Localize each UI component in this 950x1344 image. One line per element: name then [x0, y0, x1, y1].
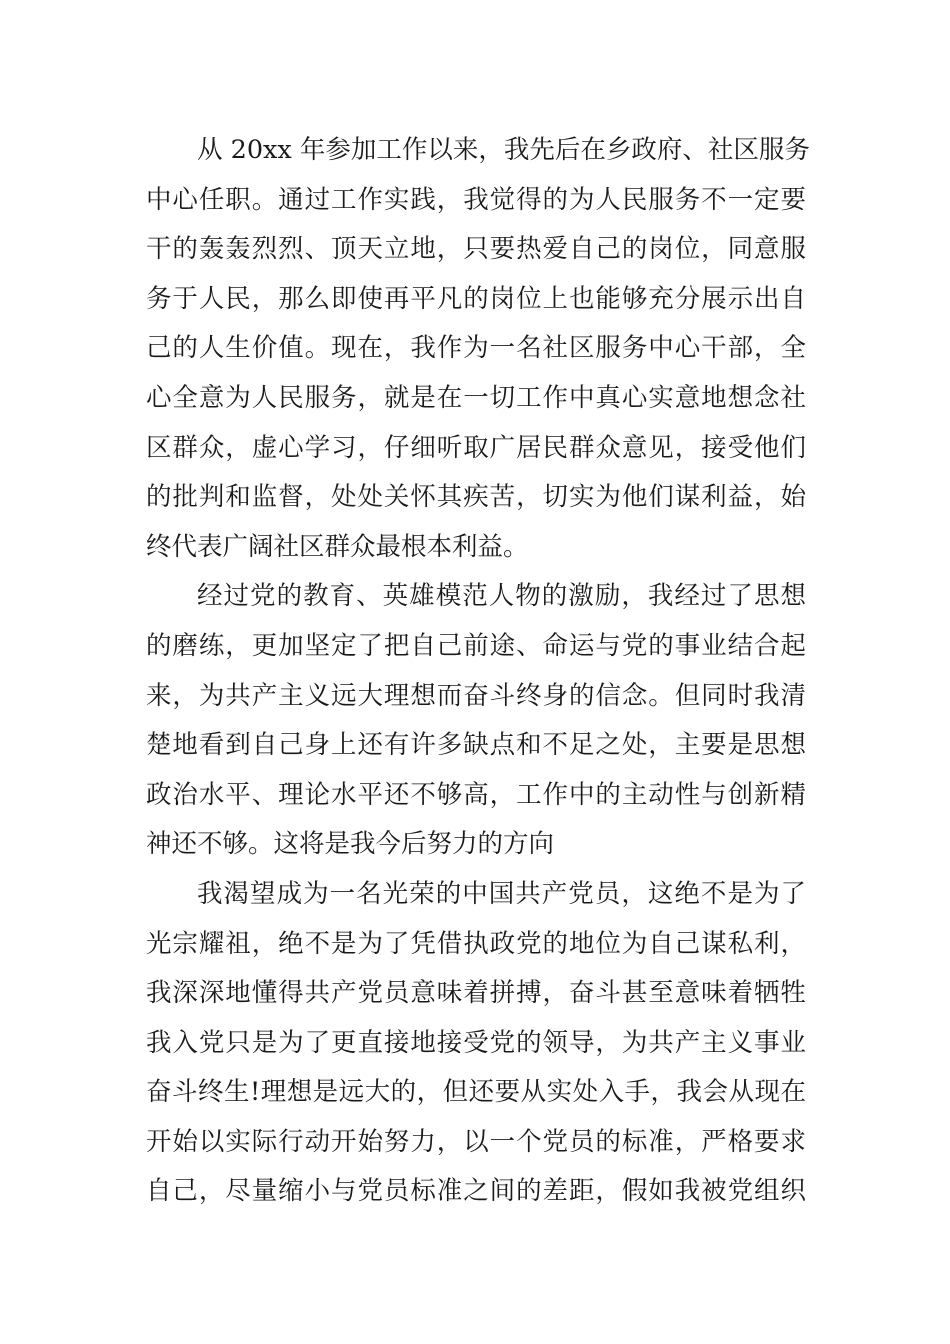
text-line: 心全意为人民服务，就是在一切工作中真心实意地想念社 [146, 382, 806, 413]
text-line: 干的轰轰烈烈、顶天立地，只要热爱自己的岗位，同意服 [146, 234, 806, 265]
text-line: 政治水平、理论水平还不够高，工作中的主动性与创新精 [146, 779, 806, 810]
text-line: 奋斗终生!理想是远大的，但还要从实处入手，我会从现在 [146, 1077, 806, 1108]
text-line: 开始以实际行动开始努力，以一个党员的标准，严格要求 [146, 1126, 806, 1157]
text-line: 我深深地懂得共产党员意味着拼搏，奋斗甚至意味着牺牲 [146, 978, 806, 1009]
text-line: 终代表广阔社区群众最根本利益。 [146, 531, 529, 562]
text-line: 从 20xx 年参加工作以来，我先后在乡政府、社区服务 [197, 135, 810, 165]
text-line: 务于人民，那么即使再平凡的岗位上也能够充分展示出自 [146, 283, 806, 314]
text-line: 来，为共产主义远大理想而奋斗终身的信念。但同时我清 [146, 680, 806, 711]
text-line: 的批判和监督，处处关怀其疾苦，切实为他们谋利益，始 [146, 482, 806, 513]
text-line: 我渴望成为一名光荣的中国共产党员，这绝不是为了 [197, 878, 806, 909]
text-line: 区群众，虚心学习，仔细听取广居民群众意见，接受他们 [146, 432, 806, 463]
document-body [146, 126, 810, 1217]
text-line: 自己，尽量缩小与党员标准之间的差距，假如我被党组织 [146, 1176, 806, 1207]
paragraph-2 [146, 572, 806, 870]
text-line: 我入党只是为了更直接地接受党的领导，为共产主义事业 [146, 1027, 806, 1058]
text-line: 的磨练，更加坚定了把自己前途、命运与党的事业结合起 [146, 630, 806, 661]
text-line: 经过党的教育、英雄模范人物的激励，我经过了思想 [197, 581, 806, 612]
paragraph-1 [146, 126, 810, 572]
text-line: 中心任职。通过工作实践，我觉得的为人民服务不一定要 [146, 184, 806, 215]
text-line: 光宗耀祖，绝不是为了凭借执政党的地位为自己谋私利， [146, 928, 806, 959]
text-line: 楚地看到自己身上还有许多缺点和不足之处，主要是思想 [146, 730, 806, 761]
text-line: 己的人生价值。现在，我作为一名社区服务中心干部，全 [146, 333, 806, 364]
text-line: 神还不够。这将是我今后努力的方向 [146, 829, 555, 860]
paragraph-3 [146, 870, 806, 1217]
